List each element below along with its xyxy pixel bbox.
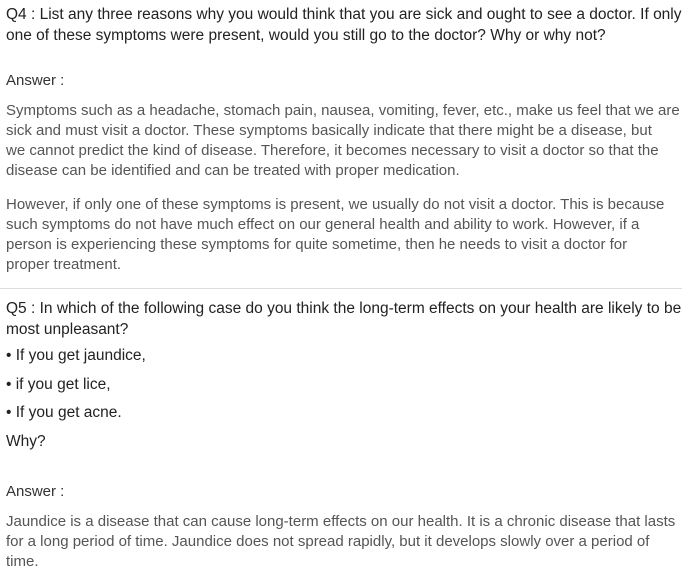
answer-line: for a long period of time. Jaundice does not spread rapidly, but it develops slowly over a period of	[6, 533, 650, 550]
q5-answer-paragraph-1	[6, 512, 678, 572]
question-line: Q4 : List any three reasons why you would think that you are sick and ought to see a doctor. If only	[6, 6, 682, 23]
q5-question	[6, 298, 682, 340]
question-line: Q5 : In which of the following case do you think the long-term effects on your health are likely to be	[6, 300, 682, 317]
q5-option: • If you get acne.	[6, 404, 122, 421]
q5-option: • if you get lice,	[6, 376, 111, 393]
answer-line: proper treatment.	[6, 256, 122, 273]
q5-answer-label: Answer :	[6, 483, 65, 500]
answer-line: person is experiencing these symptoms for quite sometime, then he needs to visit a doctor for	[6, 236, 628, 253]
question-line: one of these symptoms were present, would you still go to the doctor? Why or why not?	[6, 27, 606, 44]
answer-line: such symptoms do not have much effect on our general health and ability to work. However, if a	[6, 216, 640, 233]
answer-line: sick and must visit a doctor. These symptoms basically indicate that there might be a disease, but	[6, 122, 652, 139]
q4-answer-label: Answer :	[6, 72, 65, 89]
answer-line: disease can be identified and can be treated with proper medication.	[6, 162, 460, 179]
divider	[0, 288, 682, 289]
answer-line: time.	[6, 553, 39, 570]
q4-answer-paragraph-2	[6, 195, 678, 275]
q5-why: Why?	[6, 433, 46, 450]
question-line: most unpleasant?	[6, 321, 129, 338]
answer-line: Symptoms such as a headache, stomach pain, nausea, vomiting, fever, etc., make us feel that we are	[6, 102, 680, 119]
answer-line: we cannot predict the kind of disease. Therefore, it becomes necessary to visit a doctor so that the	[6, 142, 659, 159]
q4-answer-paragraph-1	[6, 101, 678, 181]
q4-question	[6, 4, 682, 46]
q5-option: • If you get jaundice,	[6, 347, 146, 364]
answer-line: However, if only one of these symptoms is present, we usually do not visit a doctor. This is because	[6, 196, 665, 213]
answer-line: Jaundice is a disease that can cause long-term effects on our health. It is a chronic disease that lasts	[6, 513, 676, 530]
